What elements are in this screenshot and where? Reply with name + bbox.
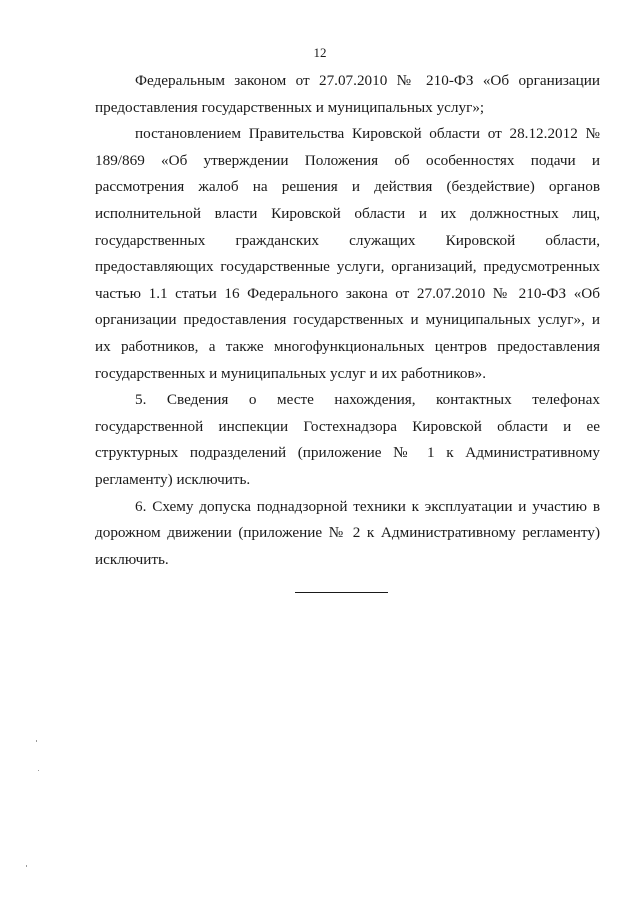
paragraph-item-5: 5. Сведения о месте нахождения, контактных телефонах государственной инспекции Гостехнадзора Кировской области и ее структурных подразделений (приложение № 1 к Административному регламенту) исключить. xyxy=(95,391,600,488)
paragraph-government-resolution: постановлением Правительства Кировской области от 28.12.2012 № 189/869 «Об утверждении Положения об особенностях подачи и рассмотрения жалоб на решения и действия (бездействие) органов исполнительной власти Кировской области и их должностных лиц, государственных гражданских служащих Кировской области, предоставляющих государственные услуги, организаций, предусмотренных частью 1.1 статьи 16 Федерального закона от 27.07.2010 № 210-ФЗ «Об организации предоставления государственных и муниципальных услуг», и их работников, а также многофункциональных центров предоставления государственных и муниципальных услуг и их работников». xyxy=(95,125,600,382)
scan-speck xyxy=(38,770,39,771)
scan-speck xyxy=(26,865,27,867)
paragraph-item-6: 6. Схему допуска поднадзорной техники к эксплуатации и участию в дорожном движении (приложение № 2 к Административному регламенту) исключить. xyxy=(95,497,600,568)
scan-speck xyxy=(36,740,37,742)
paragraph-federal-law: Федеральным законом от 27.07.2010 № 210-ФЗ «Об организации предоставления государственных и муниципальных услуг»; xyxy=(95,72,600,116)
page-number: 12 xyxy=(313,45,327,60)
document-body xyxy=(95,68,600,573)
closing-divider-line xyxy=(295,592,388,593)
